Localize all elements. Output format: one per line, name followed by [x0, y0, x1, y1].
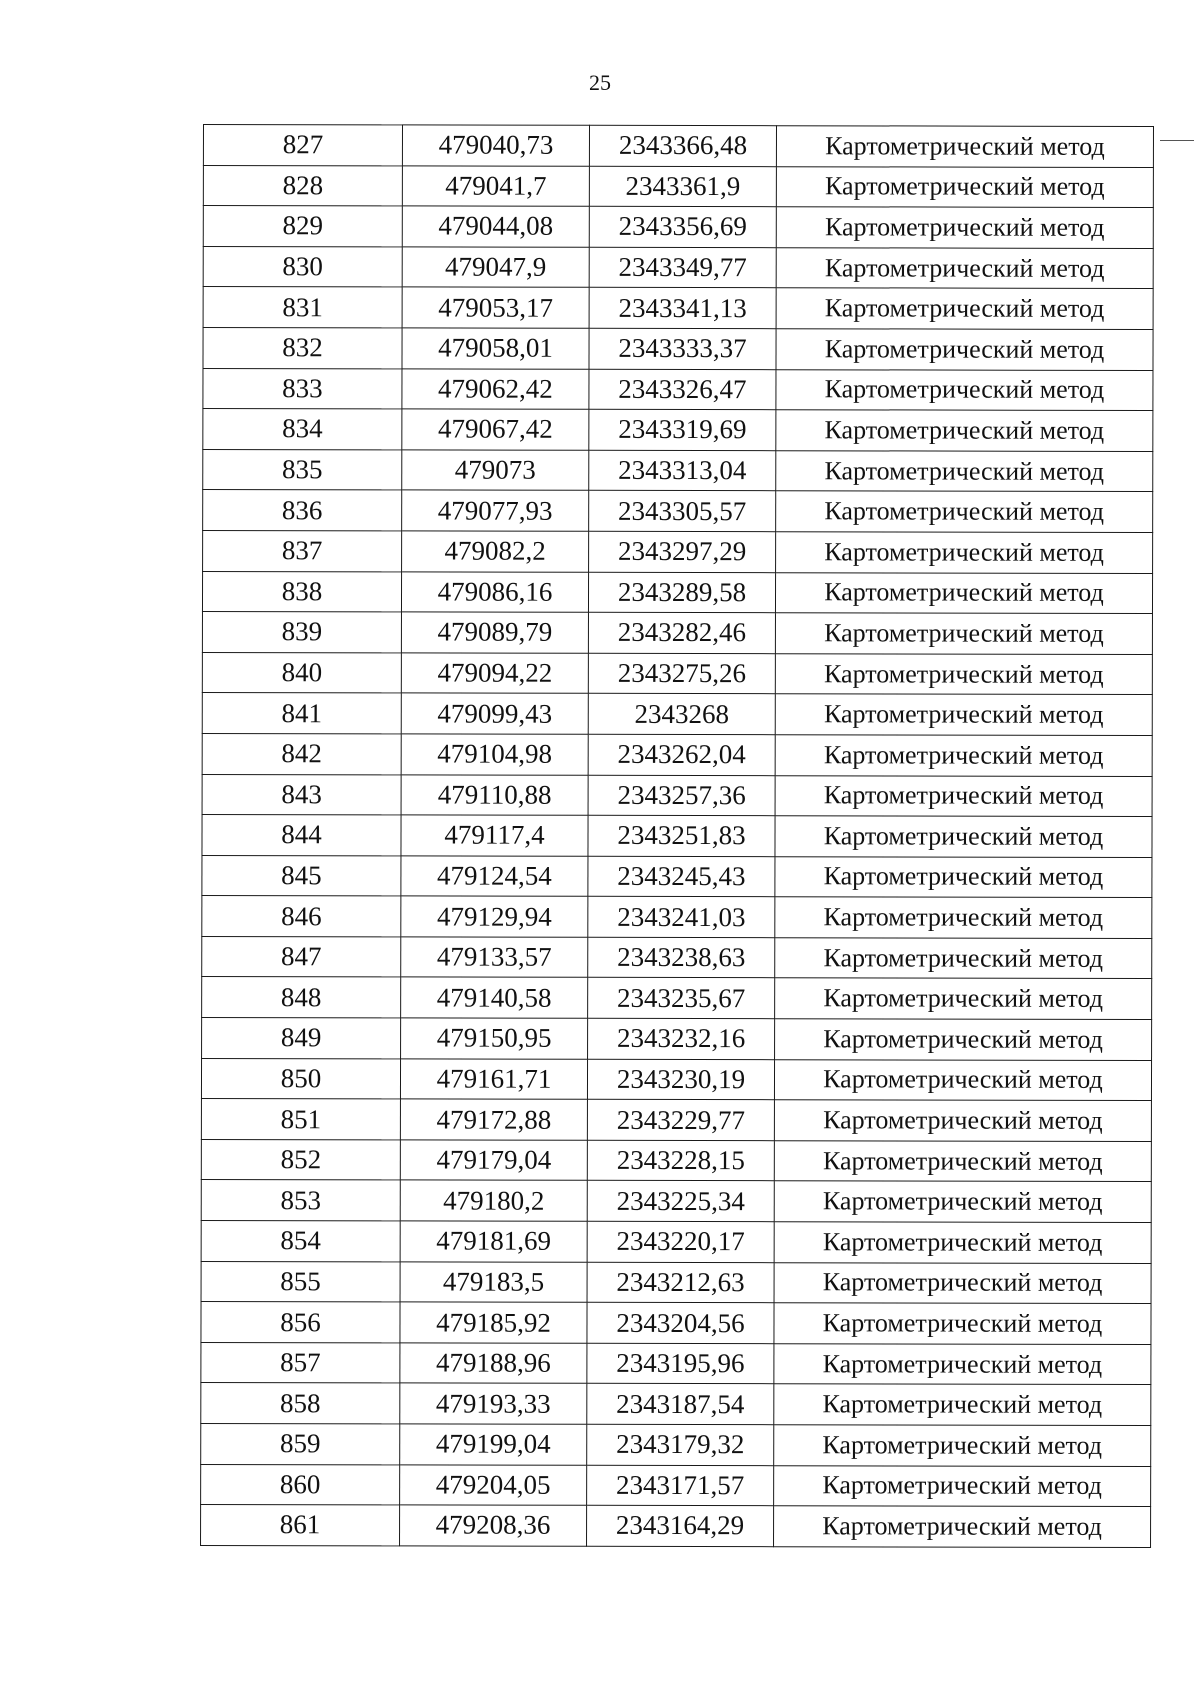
table-row	[203, 327, 1153, 370]
method-cell: Картометрический метод	[775, 572, 1152, 613]
point-number-cell: 846	[202, 896, 401, 937]
method-cell: Картометрический метод	[774, 1506, 1151, 1547]
method-cell: Картометрический метод	[775, 816, 1152, 857]
x-coordinate-cell: 479094,22	[401, 653, 588, 694]
point-number-cell: 839	[202, 612, 401, 653]
y-coordinate-cell: 2343366,48	[589, 125, 776, 166]
x-coordinate-cell: 479086,16	[401, 571, 588, 612]
method-cell: Картометрический метод	[774, 1425, 1151, 1466]
y-coordinate-cell: 2343297,29	[589, 531, 776, 572]
x-coordinate-cell: 479067,42	[402, 409, 589, 450]
table-row	[202, 936, 1152, 979]
table-row	[203, 490, 1153, 533]
y-coordinate-cell: 2343164,29	[587, 1505, 774, 1546]
method-cell: Картометрический метод	[774, 1465, 1151, 1506]
point-number-cell: 861	[201, 1505, 400, 1546]
x-coordinate-cell: 479041,7	[402, 166, 589, 207]
y-coordinate-cell: 2343229,77	[587, 1100, 774, 1141]
table-row	[202, 733, 1152, 776]
x-coordinate-cell: 479150,95	[401, 1018, 588, 1059]
y-coordinate-cell: 2343228,15	[587, 1140, 774, 1181]
point-number-cell: 857	[201, 1342, 400, 1383]
table-row	[203, 449, 1153, 492]
point-number-cell: 832	[203, 327, 402, 368]
point-number-cell: 859	[201, 1423, 400, 1464]
x-coordinate-cell: 479047,9	[402, 247, 589, 288]
table-row	[203, 368, 1153, 411]
point-number-cell: 840	[202, 652, 401, 693]
x-coordinate-cell: 479161,71	[400, 1059, 587, 1100]
y-coordinate-cell: 2343179,32	[587, 1424, 774, 1465]
point-number-cell: 827	[203, 125, 402, 166]
table-row	[202, 1018, 1152, 1061]
table-row	[203, 287, 1153, 330]
method-cell: Картометрический метод	[775, 775, 1152, 816]
point-number-cell: 837	[203, 530, 402, 571]
x-coordinate-cell: 479133,57	[401, 937, 588, 978]
table-row	[202, 896, 1152, 939]
y-coordinate-cell: 2343238,63	[588, 937, 775, 978]
method-cell: Картометрический метод	[774, 1222, 1151, 1263]
y-coordinate-cell: 2343275,26	[588, 653, 775, 694]
point-number-cell: 838	[202, 571, 401, 612]
table-row	[201, 1383, 1151, 1426]
point-number-cell: 843	[202, 774, 401, 815]
x-coordinate-cell: 479104,98	[401, 734, 588, 775]
method-cell: Картометрический метод	[776, 329, 1153, 370]
method-cell: Картометрический метод	[774, 1059, 1151, 1100]
y-coordinate-cell: 2343241,03	[588, 897, 775, 938]
table-row	[202, 774, 1152, 817]
table-row	[201, 1302, 1151, 1345]
coordinates-table-body	[201, 125, 1154, 1548]
point-number-cell: 856	[201, 1302, 400, 1343]
point-number-cell: 835	[203, 449, 402, 490]
x-coordinate-cell: 479199,04	[400, 1424, 587, 1465]
x-coordinate-cell: 479117,4	[401, 815, 588, 856]
y-coordinate-cell: 2343305,57	[589, 491, 776, 532]
method-cell: Картометрический метод	[775, 613, 1152, 654]
table-row	[201, 1139, 1151, 1182]
method-cell: Картометрический метод	[774, 1100, 1151, 1141]
point-number-cell: 834	[203, 409, 402, 450]
point-number-cell: 833	[203, 368, 402, 409]
method-cell: Картометрический метод	[775, 735, 1152, 776]
point-number-cell: 848	[202, 977, 401, 1018]
point-number-cell: 842	[202, 733, 401, 774]
table-row	[201, 1180, 1151, 1223]
x-coordinate-cell: 479179,04	[400, 1140, 587, 1181]
x-coordinate-cell: 479077,93	[402, 490, 589, 531]
point-number-cell: 850	[201, 1058, 400, 1099]
x-coordinate-cell: 479183,5	[400, 1262, 587, 1303]
table-row	[201, 1058, 1151, 1101]
method-cell: Картометрический метод	[775, 978, 1152, 1019]
table-row	[202, 612, 1152, 655]
y-coordinate-cell: 2343225,34	[587, 1181, 774, 1222]
y-coordinate-cell: 2343171,57	[587, 1465, 774, 1506]
y-coordinate-cell: 2343251,83	[588, 815, 775, 856]
table-row	[203, 409, 1153, 452]
table-row	[201, 1342, 1151, 1385]
point-number-cell: 858	[201, 1383, 400, 1424]
y-coordinate-cell: 2343187,54	[587, 1384, 774, 1425]
method-cell: Картометрический метод	[776, 288, 1153, 329]
y-coordinate-cell: 2343220,17	[587, 1221, 774, 1262]
table-row	[203, 165, 1153, 208]
x-coordinate-cell: 479099,43	[401, 693, 588, 734]
point-number-cell: 851	[201, 1099, 400, 1140]
point-number-cell: 828	[203, 165, 402, 206]
x-coordinate-cell: 479040,73	[402, 125, 589, 166]
table-row	[202, 652, 1152, 695]
scan-artifact-line	[1160, 140, 1194, 141]
table-row	[201, 1261, 1151, 1304]
x-coordinate-cell: 479193,33	[400, 1383, 587, 1424]
method-cell: Картометрический метод	[774, 1344, 1151, 1385]
table-row	[201, 1505, 1151, 1548]
point-number-cell: 853	[201, 1180, 400, 1221]
y-coordinate-cell: 2343361,9	[589, 166, 776, 207]
x-coordinate-cell: 479129,94	[401, 896, 588, 937]
table-row	[201, 1099, 1151, 1142]
page-number: 25	[589, 70, 611, 95]
table-row	[201, 1221, 1151, 1264]
y-coordinate-cell: 2343319,69	[589, 409, 776, 450]
point-number-cell: 849	[202, 1018, 401, 1059]
y-coordinate-cell: 2343212,63	[587, 1262, 774, 1303]
method-cell: Картометрический метод	[776, 491, 1153, 532]
table-row	[202, 693, 1152, 736]
method-cell: Картометрический метод	[776, 247, 1153, 288]
method-cell: Картометрический метод	[775, 694, 1152, 735]
point-number-cell: 854	[201, 1221, 400, 1262]
point-number-cell: 829	[203, 206, 402, 247]
table-row	[202, 977, 1152, 1020]
point-number-cell: 830	[203, 246, 402, 287]
x-coordinate-cell: 479208,36	[400, 1505, 587, 1546]
y-coordinate-cell: 2343257,36	[588, 775, 775, 816]
table-row	[203, 206, 1153, 249]
y-coordinate-cell: 2343204,56	[587, 1303, 774, 1344]
y-coordinate-cell: 2343333,37	[589, 328, 776, 369]
method-cell: Картометрический метод	[775, 1019, 1152, 1060]
y-coordinate-cell: 2343341,13	[589, 288, 776, 329]
y-coordinate-cell: 2343356,69	[589, 206, 776, 247]
x-coordinate-cell: 479058,01	[402, 328, 589, 369]
method-cell: Картометрический метод	[776, 369, 1153, 410]
point-number-cell: 847	[202, 936, 401, 977]
y-coordinate-cell: 2343268	[588, 694, 775, 735]
x-coordinate-cell: 479053,17	[402, 287, 589, 328]
table-row	[202, 815, 1152, 858]
x-coordinate-cell: 479180,2	[400, 1180, 587, 1221]
x-coordinate-cell: 479073	[402, 450, 589, 491]
method-cell: Картометрический метод	[775, 653, 1152, 694]
x-coordinate-cell: 479204,05	[400, 1465, 587, 1506]
y-coordinate-cell: 2343349,77	[589, 247, 776, 288]
point-number-cell: 845	[202, 855, 401, 896]
x-coordinate-cell: 479089,79	[401, 612, 588, 653]
y-coordinate-cell: 2343230,19	[587, 1059, 774, 1100]
table-row	[203, 125, 1153, 168]
x-coordinate-cell: 479044,08	[402, 206, 589, 247]
x-coordinate-cell: 479181,69	[400, 1221, 587, 1262]
x-coordinate-cell: 479188,96	[400, 1343, 587, 1384]
y-coordinate-cell: 2343313,04	[589, 450, 776, 491]
point-number-cell: 860	[201, 1464, 400, 1505]
method-cell: Картометрический метод	[776, 450, 1153, 491]
x-coordinate-cell: 479124,54	[401, 856, 588, 897]
method-cell: Картометрический метод	[774, 1384, 1151, 1425]
point-number-cell: 852	[201, 1139, 400, 1180]
table-row	[202, 571, 1152, 614]
y-coordinate-cell: 2343235,67	[588, 978, 775, 1019]
y-coordinate-cell: 2343326,47	[589, 369, 776, 410]
method-cell: Картометрический метод	[775, 938, 1152, 979]
point-number-cell: 855	[201, 1261, 400, 1302]
x-coordinate-cell: 479110,88	[401, 774, 588, 815]
table-row	[203, 530, 1153, 573]
point-number-cell: 844	[202, 815, 401, 856]
x-coordinate-cell: 479062,42	[402, 368, 589, 409]
x-coordinate-cell: 479140,58	[401, 977, 588, 1018]
method-cell: Картометрический метод	[774, 1262, 1151, 1303]
y-coordinate-cell: 2343282,46	[588, 612, 775, 653]
y-coordinate-cell: 2343289,58	[588, 572, 775, 613]
table-row	[202, 855, 1152, 898]
table-row	[201, 1464, 1151, 1507]
method-cell: Картометрический метод	[776, 126, 1153, 167]
x-coordinate-cell: 479185,92	[400, 1302, 587, 1343]
point-number-cell: 841	[202, 693, 401, 734]
method-cell: Картометрический метод	[775, 897, 1152, 938]
y-coordinate-cell: 2343245,43	[588, 856, 775, 897]
y-coordinate-cell: 2343232,16	[588, 1018, 775, 1059]
method-cell: Картометрический метод	[774, 1303, 1151, 1344]
method-cell: Картометрический метод	[775, 856, 1152, 897]
y-coordinate-cell: 2343262,04	[588, 734, 775, 775]
method-cell: Картометрический метод	[774, 1141, 1151, 1182]
table-row	[201, 1423, 1151, 1466]
x-coordinate-cell: 479082,2	[402, 531, 589, 572]
method-cell: Картометрический метод	[774, 1181, 1151, 1222]
coordinates-table	[200, 124, 1154, 1548]
point-number-cell: 831	[203, 287, 402, 328]
method-cell: Картометрический метод	[776, 207, 1153, 248]
method-cell: Картометрический метод	[776, 532, 1153, 573]
x-coordinate-cell: 479172,88	[400, 1099, 587, 1140]
method-cell: Картометрический метод	[776, 166, 1153, 207]
method-cell: Картометрический метод	[776, 410, 1153, 451]
table-row	[203, 246, 1153, 289]
point-number-cell: 836	[203, 490, 402, 531]
y-coordinate-cell: 2343195,96	[587, 1343, 774, 1384]
